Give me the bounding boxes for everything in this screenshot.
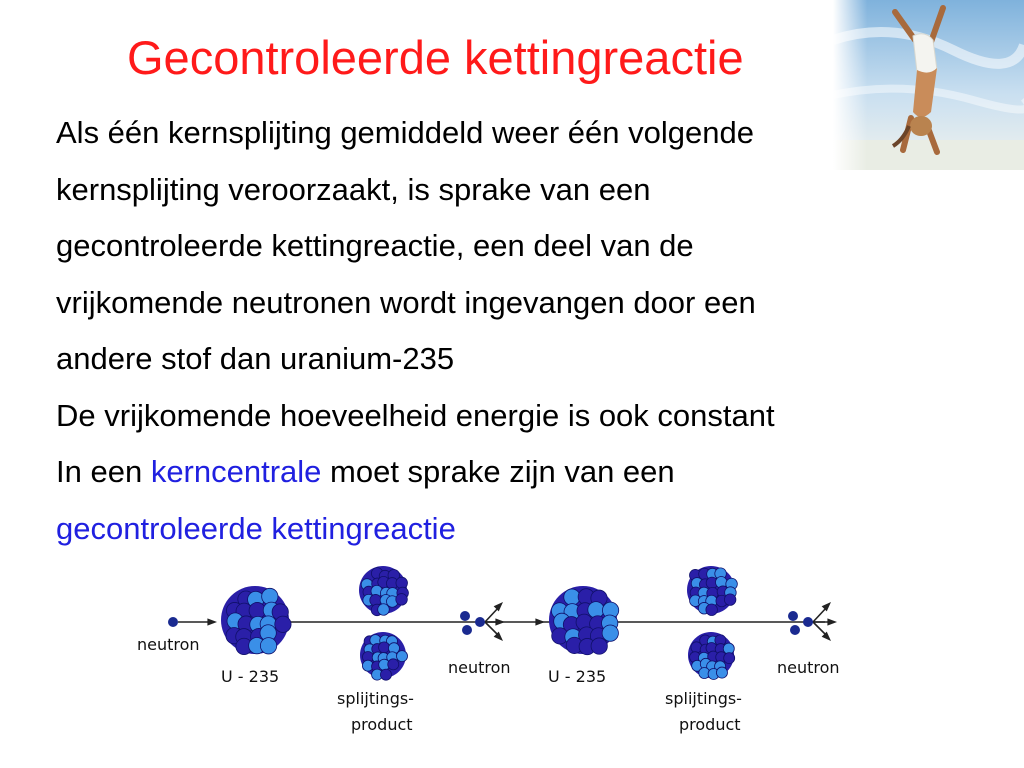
neutron-mid-label: neutron xyxy=(448,658,511,677)
kerncentrale-link[interactable]: kerncentrale xyxy=(150,454,322,489)
chain-reaction-diagram xyxy=(125,560,860,745)
arrow-head xyxy=(827,618,837,625)
neutron-dot xyxy=(475,617,485,627)
nucleon xyxy=(388,659,399,670)
neutron-dot xyxy=(788,611,798,621)
nucleon xyxy=(588,602,604,618)
neutron-out-label: neutron xyxy=(777,658,840,677)
fission-product-1b xyxy=(360,632,408,680)
neutron-dot xyxy=(790,625,800,635)
neutron-in-label: neutron xyxy=(137,635,200,654)
product-label-1-line1: splijtings- xyxy=(337,689,414,708)
nucleon xyxy=(378,604,390,616)
nucleon xyxy=(564,589,580,605)
neutron-dot xyxy=(460,611,470,621)
slide-title: Gecontroleerde kettingreactie xyxy=(127,31,744,84)
body-line: andere stof dan uranium-235 xyxy=(56,341,455,376)
nucleon xyxy=(396,594,408,606)
nucleon xyxy=(396,651,407,662)
body-line: De vrijkomende hoeveelheid energie is ook constant xyxy=(56,397,775,433)
product-label-2-line2: product xyxy=(679,715,741,734)
body-line: kernsplijting veroorzaakt, is sprake van een xyxy=(56,171,651,207)
gecontroleerde-kettingreactie-link[interactable]: gecontroleerde kettingreactie xyxy=(56,510,456,546)
nucleon xyxy=(724,653,735,664)
arrow-head xyxy=(495,618,505,625)
body-line-with-link xyxy=(56,444,1016,501)
body-line: vrijkomende neutronen wordt ingevangen door een xyxy=(56,284,756,320)
fission-product-1a xyxy=(359,566,408,616)
nucleon xyxy=(380,669,391,680)
arrow-head xyxy=(207,618,217,625)
product-label-2-line1: splijtings- xyxy=(665,689,742,708)
body-line: gecontroleerde kettingreactie, een deel van de xyxy=(56,228,694,263)
body-text xyxy=(56,105,1016,557)
arrow-head xyxy=(535,618,545,625)
nucleon xyxy=(716,667,727,678)
nucleon xyxy=(379,642,390,653)
nucleon xyxy=(275,616,291,632)
nucleon xyxy=(706,604,718,616)
fission-product-2a xyxy=(687,566,737,616)
nucleon xyxy=(260,638,276,654)
body-line-link xyxy=(56,501,1016,558)
arrow-head xyxy=(494,602,503,611)
body-text-suffix: moet sprake zijn van een xyxy=(321,454,675,489)
u235-label-1: U - 235 xyxy=(221,667,280,686)
nucleon xyxy=(724,594,736,606)
u235-label-2: U - 235 xyxy=(548,667,607,686)
fission-product-2b xyxy=(688,632,735,680)
body-line: Als één kernsplijting gemiddeld weer één volgende xyxy=(56,115,754,150)
u235-nucleus-2 xyxy=(549,586,619,655)
nucleon xyxy=(602,625,618,641)
nucleon xyxy=(591,638,607,654)
product-label-1-line2: product xyxy=(351,715,413,734)
neutron-dot xyxy=(803,617,813,627)
body-text-prefix: In een xyxy=(56,454,151,489)
arrow-head xyxy=(822,602,831,611)
u235-nucleus-1 xyxy=(221,586,291,655)
neutron-dot xyxy=(462,625,472,635)
neutron-dot xyxy=(168,617,178,627)
